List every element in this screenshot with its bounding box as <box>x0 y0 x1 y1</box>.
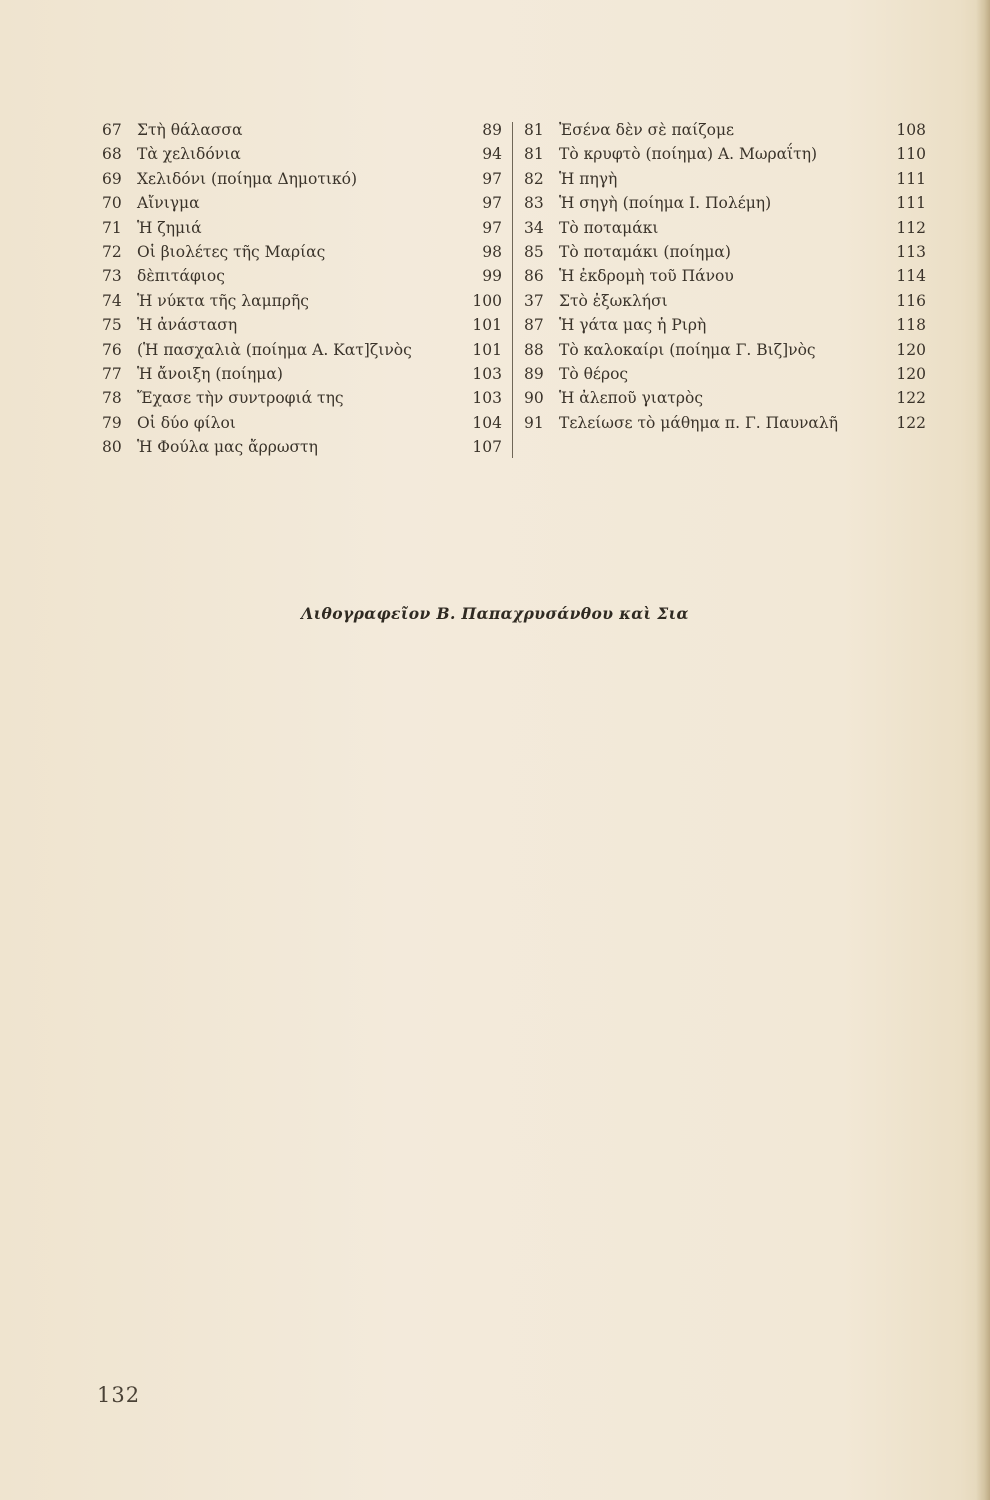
toc-entry-page: 112 <box>896 218 926 237</box>
toc-entry-number: 81 <box>524 121 544 139</box>
toc-entry <box>524 240 926 264</box>
toc-entry-number: 75 <box>102 316 122 335</box>
toc-entry-number: 78 <box>102 389 122 408</box>
toc-entry-number: 81 <box>524 145 544 164</box>
toc-entry <box>102 240 502 264</box>
toc-entry-title: Ἐσένα δὲν σὲ παίζομε <box>559 121 735 139</box>
toc-entry-number: 73 <box>102 267 122 286</box>
toc-entry <box>102 167 502 191</box>
toc-entry-title: Τὸ κρυφτὸ (ποίημα) Α. Μωραΐτη) <box>559 145 818 164</box>
toc-entry-title: Τὸ ποταμάκι <box>559 218 659 237</box>
toc-entry-page: 94 <box>482 145 502 164</box>
toc-entry <box>102 338 502 362</box>
toc-entry-title: Ἡ ἀλεποῦ γιατρὸς <box>559 389 704 408</box>
toc-entry-title: Ἡ σηγὴ (ποίημα Ι. Πολέμη) <box>559 194 772 213</box>
toc-entry <box>524 264 926 288</box>
toc-entry-title: (Ἡ πασχαλιὰ (ποίημα Α. Κατ]ζινὸς <box>137 340 412 359</box>
toc-entry <box>102 435 502 459</box>
toc-entry-page: 122 <box>896 413 926 432</box>
toc-entry-page: 111 <box>896 169 926 188</box>
toc-entry <box>524 362 926 386</box>
toc-entry-number: 72 <box>102 242 122 261</box>
toc-entry-page: 97 <box>482 194 502 213</box>
toc-entry-title: Τὸ θέρος <box>559 364 629 383</box>
toc-entry-number: 79 <box>102 413 122 432</box>
page-number: 132 <box>97 1383 141 1407</box>
toc-entry <box>102 289 502 313</box>
toc-entry-title: Ἡ ἀνάσταση <box>137 316 238 335</box>
toc-entry-title: Αἴνιγμα <box>137 194 200 213</box>
toc-entry-title: δὲπιτάφιος <box>137 267 225 286</box>
toc-entry-page: 113 <box>896 242 926 261</box>
toc-entry-page: 118 <box>896 316 926 335</box>
toc-entry-number: 85 <box>524 242 544 261</box>
toc-entry <box>102 142 502 166</box>
toc-entry-page: 101 <box>472 340 502 359</box>
toc-entry-number: 90 <box>524 389 544 408</box>
toc-entry-number: 77 <box>102 364 122 383</box>
toc-entry <box>524 289 926 313</box>
toc-entry <box>102 216 502 240</box>
toc-entry-title: Ἡ γάτα μας ἡ Ριρὴ <box>559 316 707 335</box>
toc-entry-title: Τὰ χελιδόνια <box>137 145 241 164</box>
toc-entry-page: 97 <box>482 218 502 237</box>
toc-entry-page: 103 <box>472 389 502 408</box>
toc-entry-page: 97 <box>482 169 502 188</box>
toc-entry-page: 107 <box>472 438 502 457</box>
toc-entry <box>102 313 502 337</box>
toc-entry-title: Ἡ ζημιά <box>137 218 202 237</box>
toc-entry-number: 68 <box>102 145 122 164</box>
toc-entry-page: 116 <box>896 291 926 310</box>
toc-entry <box>102 362 502 386</box>
toc-entry-number: 70 <box>102 194 122 213</box>
toc-entry-title: Τὸ ποταμάκι (ποίημα) <box>559 242 731 261</box>
toc-entry <box>524 118 926 142</box>
toc-entry <box>524 313 926 337</box>
toc-entry <box>102 264 502 288</box>
toc-entry-page: 103 <box>472 364 502 383</box>
toc-entry-title: Οἱ δύο φίλοι <box>137 413 236 432</box>
toc-entry-title: Στὸ ἐξωκλήσι <box>559 291 668 310</box>
toc-entry-number: 88 <box>524 340 544 359</box>
toc-entry <box>524 142 926 166</box>
toc-entry-title: Ἡ ἐκδρομὴ τοῦ Πάνου <box>559 267 734 286</box>
toc-entry-number: 86 <box>524 267 544 286</box>
toc-entry-number: 91 <box>524 413 544 432</box>
toc-right-column <box>524 118 926 435</box>
toc-entry <box>524 411 926 435</box>
toc-entry-number: 89 <box>524 364 544 383</box>
toc-entry-title: Ἡ πηγὴ <box>559 169 618 188</box>
toc-entry-title: Ἡ ἄνοιξη (ποίημα) <box>137 364 283 383</box>
toc-entry-page: 100 <box>472 291 502 310</box>
toc-entry-page: 120 <box>896 340 926 359</box>
toc-entry-page: 114 <box>896 267 926 286</box>
toc-entry-page: 99 <box>482 267 502 286</box>
toc-entry-title: Ἔχασε τὴν συντροφιά της <box>137 389 344 408</box>
toc-entry-page: 110 <box>896 145 926 164</box>
toc-entry-number: 80 <box>102 438 122 457</box>
toc-entry-number: 37 <box>524 291 544 310</box>
toc-entry-title: Χελιδόνι (ποίημα Δημοτικό) <box>137 169 358 188</box>
toc-entry <box>102 386 502 410</box>
toc-entry-title: Ἡ Φούλα μας ἄρρωστη <box>137 438 318 457</box>
toc-entry-page: 104 <box>472 413 502 432</box>
toc-entry-page: 111 <box>896 194 926 213</box>
toc-entry <box>102 411 502 435</box>
toc-entry <box>524 191 926 215</box>
toc-entry <box>102 191 502 215</box>
toc-entry <box>524 167 926 191</box>
toc-entry-page: 98 <box>482 242 502 261</box>
toc-entry <box>524 386 926 410</box>
toc-entry <box>102 118 502 142</box>
toc-entry-number: 34 <box>524 218 544 237</box>
toc-entry-page: 89 <box>482 121 502 139</box>
toc-entry <box>524 216 926 240</box>
page-edge-shadow <box>976 0 990 1500</box>
toc-entry-page: 120 <box>896 364 926 383</box>
toc-entry-title: Τὸ καλοκαίρι (ποίημα Γ. Βιζ]νὸς <box>559 340 816 359</box>
toc-entry-title: Τελείωσε τὸ μάθημα π. Γ. Παυναλῆ <box>559 413 838 432</box>
toc-entry <box>524 338 926 362</box>
toc-entry-number: 69 <box>102 169 122 188</box>
toc-entry-number: 87 <box>524 316 544 335</box>
toc-left-column <box>102 118 502 459</box>
toc-entry-title: Οἱ βιολέτες τῆς Μαρίας <box>137 242 326 261</box>
toc-entry-page: 101 <box>472 316 502 335</box>
printer-imprint: Λιθογραφεῖον Β. Παπαχρυσάνθου καὶ Σια <box>301 604 689 623</box>
toc-entry-number: 83 <box>524 194 544 213</box>
toc-entry-title: Στὴ θάλασσα <box>137 121 243 139</box>
toc-entry-number: 76 <box>102 340 122 359</box>
toc-entry-page: 108 <box>896 121 926 139</box>
toc-entry-number: 71 <box>102 218 122 237</box>
toc-entry-number: 82 <box>524 169 544 188</box>
toc-entry-page: 122 <box>896 389 926 408</box>
toc-entry-number: 67 <box>102 121 122 139</box>
toc-entry-title: Ἡ νύκτα τῆς λαμπρῆς <box>137 291 309 310</box>
toc-entry-number: 74 <box>102 291 122 310</box>
column-divider <box>512 122 513 458</box>
